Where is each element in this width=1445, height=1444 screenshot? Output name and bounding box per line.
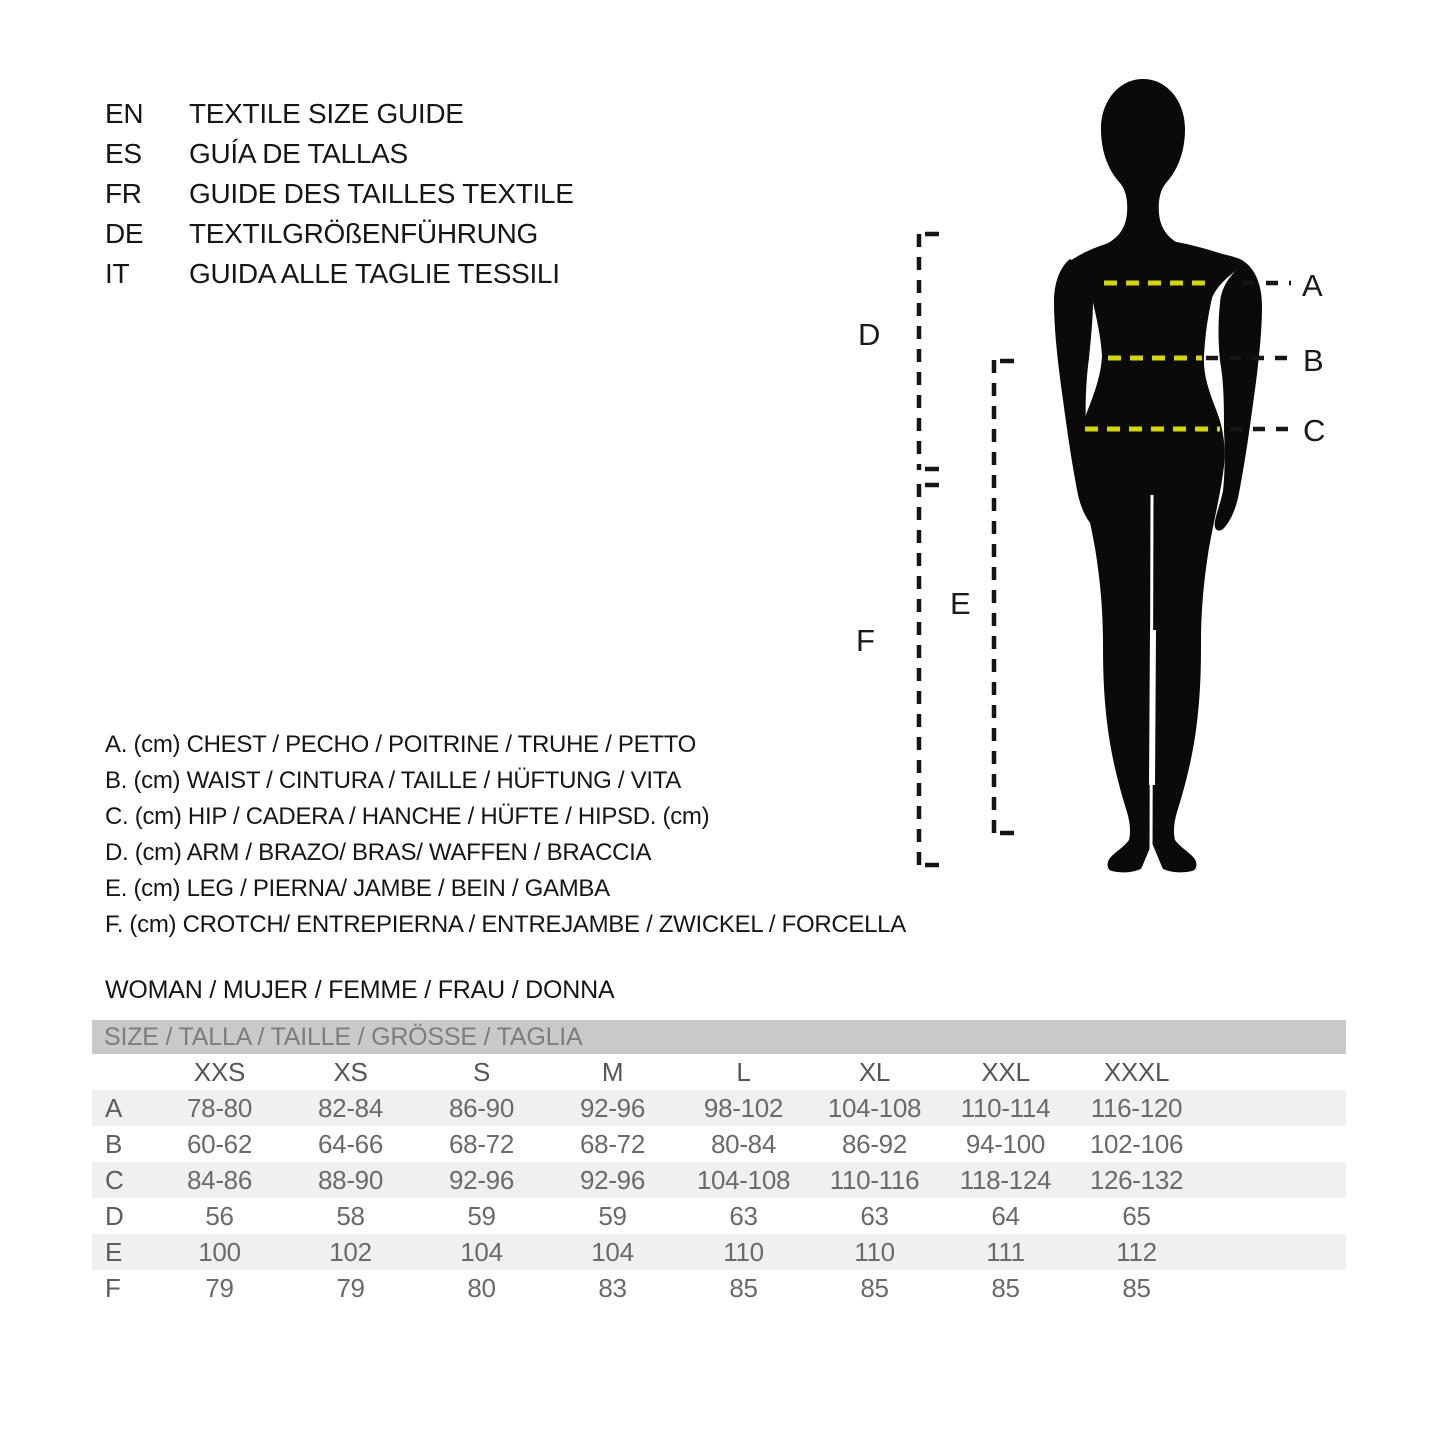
size-column-label: L xyxy=(736,1057,751,1087)
cell: 116-120 xyxy=(1090,1093,1183,1123)
cell: 82-84 xyxy=(318,1093,383,1123)
cell: 102-106 xyxy=(1089,1129,1184,1159)
cell: 63 xyxy=(860,1201,889,1231)
cell: 110-116 xyxy=(829,1165,920,1195)
language-code: IT xyxy=(105,258,130,289)
table-row xyxy=(92,1198,1346,1234)
cell: 85 xyxy=(729,1273,758,1303)
cell: 88-90 xyxy=(318,1165,383,1195)
chest-label: A xyxy=(1302,268,1323,303)
cell: 110-114 xyxy=(960,1093,1051,1123)
size-column-label: XXXL xyxy=(1103,1057,1170,1087)
cell: 104 xyxy=(460,1237,503,1267)
cell: 79 xyxy=(205,1273,234,1303)
cell: 110 xyxy=(723,1237,764,1267)
cell: 85 xyxy=(991,1273,1020,1303)
cell: 98-102 xyxy=(703,1093,784,1123)
cell: 126-132 xyxy=(1089,1165,1184,1195)
size-column-label: M xyxy=(601,1057,624,1087)
table-row xyxy=(92,1234,1346,1270)
cell: 80-84 xyxy=(711,1129,776,1159)
cell: 65 xyxy=(1122,1201,1151,1231)
cell: 85 xyxy=(1122,1273,1151,1303)
measurement-description: F. (cm) CROTCH/ ENTREPIERNA / ENTREJAMBE / ZWICKEL / FORCELLA xyxy=(105,911,906,938)
table-row xyxy=(92,1090,1346,1126)
language-row xyxy=(105,254,574,294)
body-measurement-diagram xyxy=(840,60,1400,900)
language-code: ES xyxy=(105,138,142,169)
row-label: E xyxy=(105,1237,123,1267)
measurement-description: D. (cm) ARM / BRAZO/ BRAS/ WAFFEN / BRACCIA xyxy=(105,839,652,866)
cell: 64-66 xyxy=(318,1129,383,1159)
size-column-label: XXL xyxy=(981,1057,1030,1087)
row-label: C xyxy=(105,1165,124,1195)
leg-separation-line xyxy=(1152,630,1153,785)
size-columns-row xyxy=(92,1054,1346,1090)
leg-label: E xyxy=(950,586,971,621)
cell: 110 xyxy=(854,1237,895,1267)
guide-title: TEXTILE SIZE GUIDE xyxy=(189,98,464,129)
measurement-description: E. (cm) LEG / PIERNA/ JAMBE / BEIN / GAMBA xyxy=(105,875,610,902)
cell: 80 xyxy=(467,1273,496,1303)
size-column-label: XS xyxy=(333,1057,368,1087)
cell: 83 xyxy=(598,1273,627,1303)
cell: 64 xyxy=(991,1201,1020,1231)
measurement-description: C. (cm) HIP / CADERA / HANCHE / HÜFTE / HIPSD. (cm) xyxy=(105,803,710,830)
guide-title: GUIDE DES TAILLES TEXTILE xyxy=(189,178,574,209)
language-row xyxy=(105,94,574,134)
silhouette-right-arm xyxy=(1215,263,1262,531)
language-title-block xyxy=(105,94,574,294)
cell: 60-62 xyxy=(187,1129,252,1159)
hip-label: C xyxy=(1303,413,1326,448)
cell: 104-108 xyxy=(696,1165,791,1195)
size-column-label: XL xyxy=(858,1057,891,1087)
size-column-label: XXS xyxy=(193,1057,246,1087)
size-column-label: S xyxy=(472,1057,491,1087)
cell: 112 xyxy=(1116,1237,1157,1267)
cell: 59 xyxy=(598,1201,627,1231)
cell: 79 xyxy=(336,1273,365,1303)
table-row xyxy=(92,1162,1346,1198)
table-row xyxy=(92,1270,1346,1306)
guide-title: TEXTILGRÖßENFÜHRUNG xyxy=(189,218,538,249)
arm-label: D xyxy=(858,317,881,352)
gender-heading: WOMAN / MUJER / FEMME / FRAU / DONNA xyxy=(105,976,615,1004)
cell: 56 xyxy=(205,1201,234,1231)
measurement-description: A. (cm) CHEST / PECHO / POITRINE / TRUHE / PETTO xyxy=(105,731,697,758)
cell: 92-96 xyxy=(580,1165,645,1195)
cell: 118-124 xyxy=(959,1165,1052,1195)
size-table xyxy=(92,1020,1346,1306)
language-row xyxy=(105,134,574,174)
cell: 104 xyxy=(591,1237,634,1267)
row-label: B xyxy=(105,1129,123,1159)
cell: 84-86 xyxy=(187,1165,252,1195)
row-label: A xyxy=(105,1093,123,1123)
guide-title: GUIDA ALLE TAGLIE TESSILI xyxy=(189,258,560,289)
cell: 58 xyxy=(336,1201,365,1231)
cell: 63 xyxy=(729,1201,758,1231)
measurement-description-block xyxy=(105,727,906,943)
cell: 68-72 xyxy=(449,1129,514,1159)
language-code: FR xyxy=(105,178,142,209)
cell: 86-92 xyxy=(842,1129,907,1159)
cell: 92-96 xyxy=(449,1165,514,1195)
cell: 78-80 xyxy=(187,1093,252,1123)
cell: 68-72 xyxy=(580,1129,645,1159)
cell: 85 xyxy=(860,1273,889,1303)
cell: 111 xyxy=(986,1237,1025,1267)
measurement-description: B. (cm) WAIST / CINTURA / TAILLE / HÜFTUNG / VITA xyxy=(105,767,682,794)
language-code: EN xyxy=(105,98,144,129)
language-code: DE xyxy=(105,218,144,249)
cell: 92-96 xyxy=(580,1093,645,1123)
row-label xyxy=(92,1054,154,1090)
cell: 100 xyxy=(198,1237,241,1267)
row-label: D xyxy=(105,1201,124,1231)
cell: 104-108 xyxy=(827,1093,922,1123)
row-label: F xyxy=(105,1273,121,1303)
silhouette-head xyxy=(1083,79,1203,253)
waist-label: B xyxy=(1303,343,1324,378)
cell: 102 xyxy=(329,1237,372,1267)
cell: 94-100 xyxy=(965,1129,1046,1159)
cell: 59 xyxy=(467,1201,496,1231)
table-row xyxy=(92,1126,1346,1162)
cell: 86-90 xyxy=(449,1093,514,1123)
language-row xyxy=(105,174,574,214)
size-table-header: SIZE / TALLA / TAILLE / GRÖSSE / TAGLIA xyxy=(92,1020,1346,1054)
language-row xyxy=(105,214,574,254)
guide-title: GUÍA DE TALLAS xyxy=(189,138,408,169)
crotch-label: F xyxy=(856,623,875,658)
